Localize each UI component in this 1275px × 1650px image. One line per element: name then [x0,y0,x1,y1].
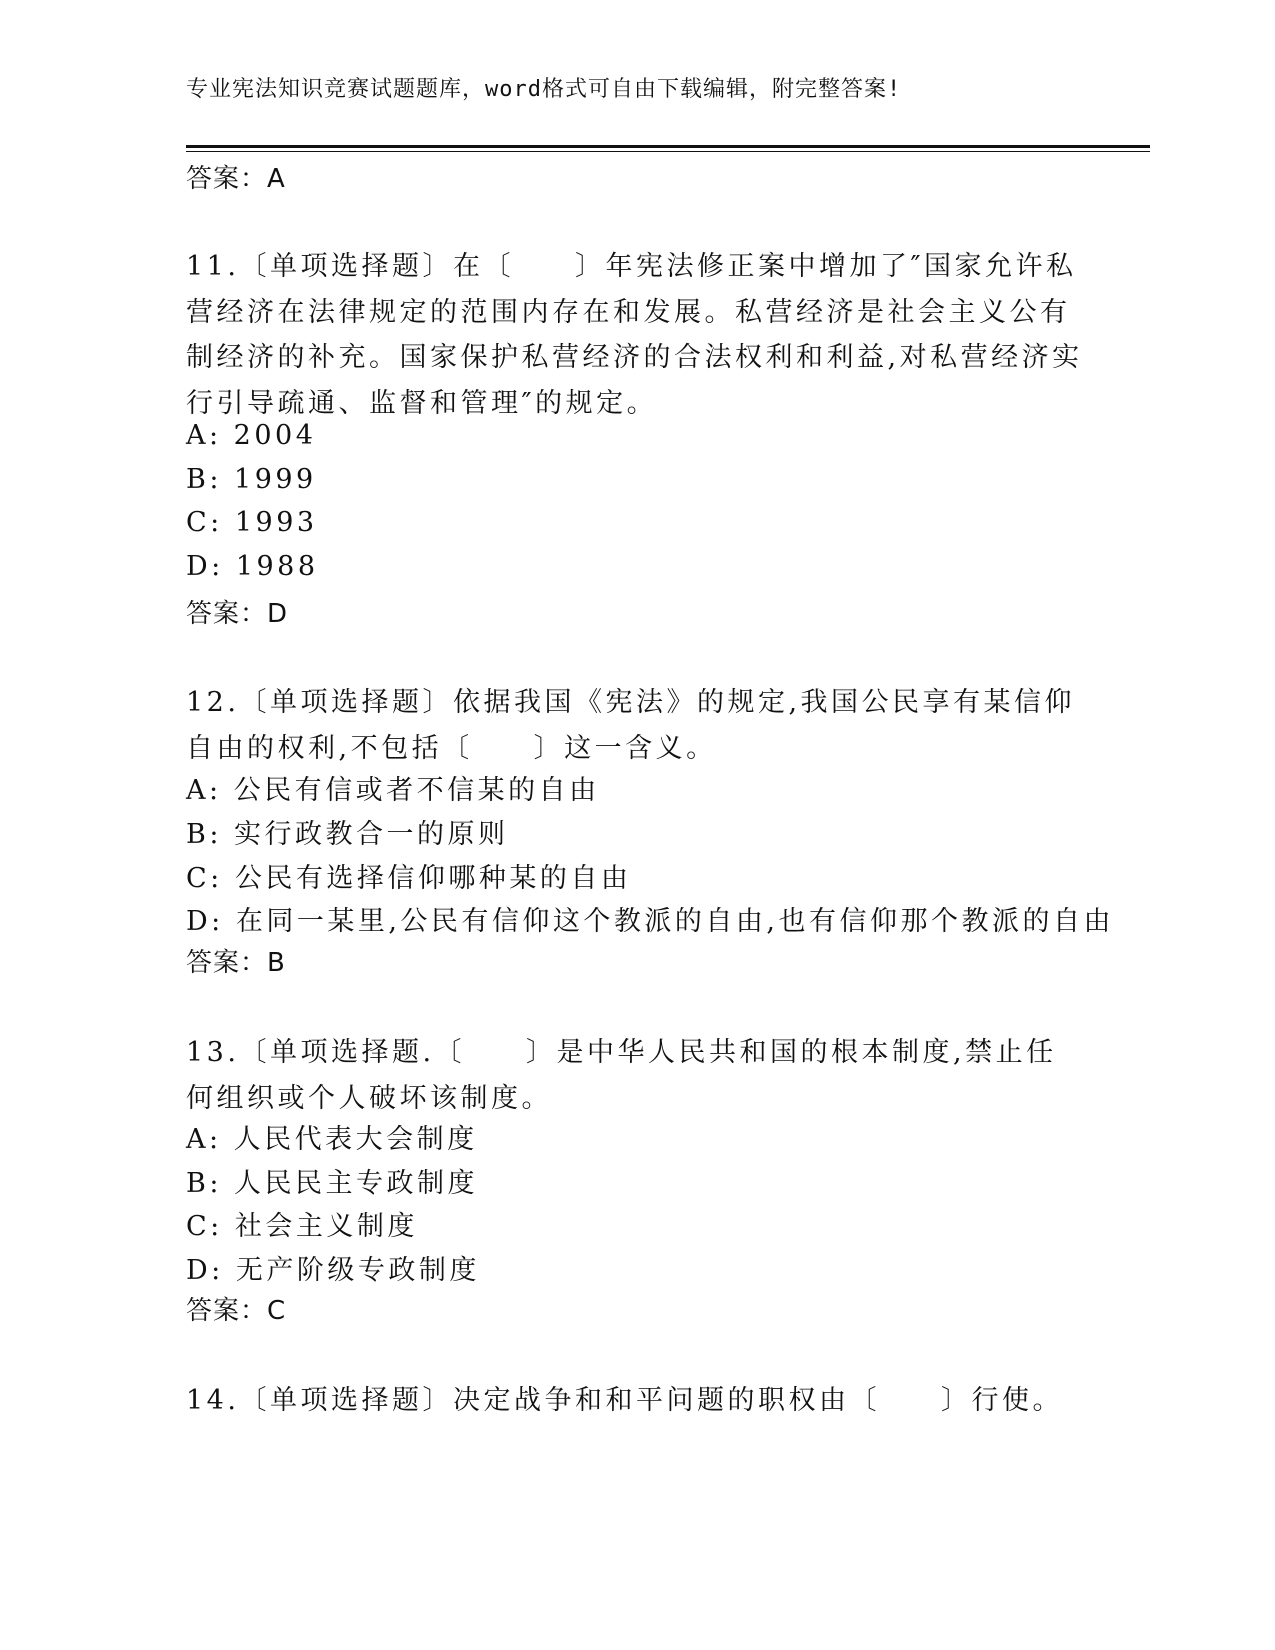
question-13-text: 13.〔单项选择题.〔 〕是中华人民共和国的根本制度,禁止任何组织或个人破坏该制度。 [186,1037,1057,1114]
question-12-answer: 答案：B [186,948,286,978]
question-11-option-d: D: 1988 [186,551,319,582]
question-11-option-a: A: 2004 [186,420,317,451]
question-11-text: 11.〔单项选择题〕在〔 〕年宪法修正案中增加了″国家允许私营经济在法律规定的范围内存在和发展。私营经济是社会主义公有制经济的补充。国家保护私营经济的合法权利和利益,对私营经济实行引导疏通、监督和管理″的规定。 [186,251,1083,419]
question-11-answer: 答案：D [186,599,289,629]
question-12-option-c: C: 公民有选择信仰哪种某的自由 [186,863,632,894]
question-13-option-c: C: 社会主义制度 [186,1211,418,1242]
question-13-option-a: A: 人民代表大会制度 [186,1124,478,1155]
question-11-option-c: C: 1993 [186,507,318,538]
previous-answer: 答案：A [186,164,286,194]
question-12-option-a: A: 公民有信或者不信某的自由 [186,775,600,806]
question-11-option-b: B: 1999 [186,464,317,495]
question-14-text: 14.〔单项选择题〕决定战争和和平问题的职权由〔 〕行使。 [186,1385,1063,1416]
question-13-option-d: D: 无产阶级专政制度 [186,1255,480,1286]
question-12-option-d: D: 在同一某里,公民有信仰这个教派的自由,也有信仰那个教派的自由 [186,906,1114,937]
question-13-answer: 答案：C [186,1296,287,1326]
question-12-option-b: B: 实行政教合一的原则 [186,819,509,850]
question-12-text: 12.〔单项选择题〕依据我国《宪法》的规定,我国公民享有某信仰自由的权利,不包括〔 〕这一含义。 [186,687,1076,764]
header-rule-thick [186,145,1150,148]
header-note: 专业宪法知识竞赛试题题库，word格式可自由下载编辑，附完整答案! [186,77,902,102]
header-rule-thin [186,151,1150,152]
question-13-option-b: B: 人民民主专政制度 [186,1168,479,1199]
